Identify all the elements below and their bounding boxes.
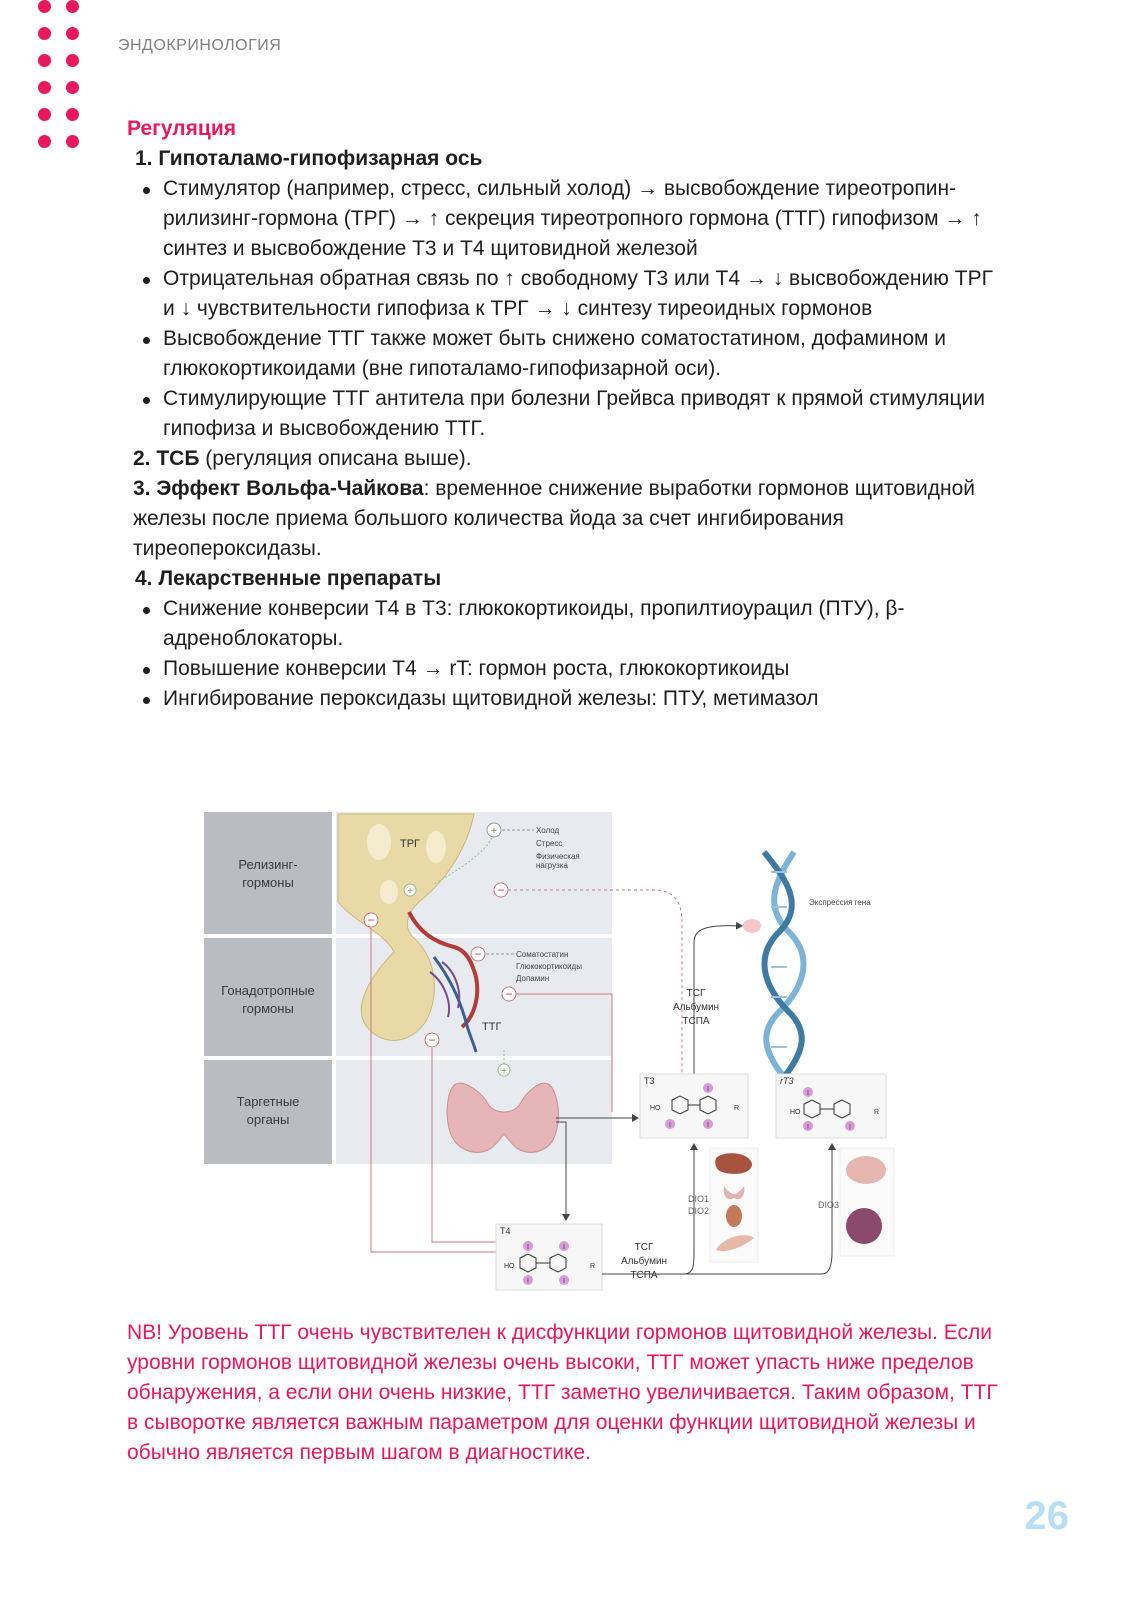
- list-item: Снижение конверсии Т4 в Т3: глюкокортикоиды, пропилтиоурацил (ПТУ), β-адреноблокаторы.: [163, 594, 1007, 654]
- ho-label: HO: [504, 1263, 515, 1270]
- ho-label: HO: [650, 1105, 661, 1112]
- placenta-icon: [846, 1208, 882, 1244]
- iodine-label: I: [849, 1124, 851, 1131]
- item3: [127, 474, 1007, 564]
- iodine-label: I: [527, 1278, 529, 1285]
- brain-icon: [846, 1156, 886, 1184]
- inhibitor-label: Допамин: [516, 974, 550, 983]
- section-heading: Регуляция: [127, 117, 236, 140]
- carrier-label: ТСПА: [630, 1270, 658, 1281]
- carrier-label: ТСГ: [686, 988, 706, 999]
- item4-list: [127, 594, 1007, 714]
- item1-list: [127, 174, 1007, 444]
- iodine-label: I: [527, 1244, 529, 1251]
- trg-label: ТРГ: [400, 838, 421, 850]
- row-label: органы: [246, 1112, 290, 1127]
- flow-arrow: [602, 1144, 694, 1274]
- carrier-label: ТСПА: [682, 1016, 710, 1027]
- item4-title: 4. Лекарственные препараты: [135, 567, 442, 590]
- iodine-label: I: [707, 1122, 709, 1129]
- plus-sign: +: [407, 886, 413, 897]
- list-item: Высвобождение ТТГ также может быть снижено соматостатином, дофамином и глюкокортикоидами (вне гипоталамо-гипофизарной оси).: [163, 324, 1007, 384]
- ho-label: HO: [790, 1109, 801, 1116]
- kidney-icon: [726, 1205, 742, 1227]
- plus-sign: +: [501, 1066, 507, 1077]
- list-item: Стимулятор (например, стресс, сильный холод) → высвобождение тиреотропин-рилизинг-гормона (ТРГ) → ↑ секреция тиреотропного гормона (ТТГ) гипофизом → ↑ синтез и высвобождение Т3 и Т4 щитовидной железой: [163, 174, 1007, 264]
- row-label: гормоны: [242, 875, 294, 890]
- t4-box: [496, 1224, 602, 1290]
- stimulus-label: Физическая: [536, 852, 580, 861]
- minus-sign: −: [428, 1033, 436, 1047]
- minus-sign: −: [367, 913, 375, 927]
- rt3-label: rT3: [780, 1076, 794, 1086]
- iodine-label: I: [707, 1086, 709, 1093]
- thyroid-regulation-diagram: [204, 812, 904, 1292]
- stimulus-label: Холод: [536, 826, 560, 835]
- r-label: R: [874, 1109, 880, 1116]
- item2-text: (регуляция описана выше).: [199, 447, 472, 470]
- neuron-shape: [426, 831, 446, 863]
- plus-sign: +: [490, 825, 498, 837]
- neuron-shape: [367, 824, 391, 860]
- row-label: Таргетные: [236, 1094, 300, 1109]
- item2: [127, 444, 1007, 474]
- dio-label: DIO2: [688, 1206, 710, 1216]
- row-label: Гонадотропные: [221, 983, 315, 998]
- carrier-label: Альбумин: [620, 1256, 668, 1267]
- r-label: R: [590, 1263, 596, 1270]
- dna-strand: [764, 852, 802, 1077]
- section-label: ЭНДОКРИНОЛОГИЯ: [118, 37, 282, 54]
- stimulus-label: Стресс: [536, 839, 563, 848]
- list-item: Отрицательная обратная связь по ↑ свободному Т3 или Т4 → ↓ высвобождению ТРГ и ↓ чувствительности гипофиза к ТРГ → ↓ синтезу тиреоидных гормонов: [163, 264, 1007, 324]
- row-label-bg: [204, 812, 332, 934]
- list-item: Повышение конверсии Т4 → rT: гормон роста, глюкокортикоиды: [163, 654, 1007, 684]
- item3-bold: 3. Эффект Вольфа-Чайкова: [133, 477, 424, 500]
- gene-expression-label: Экспрессия гена: [809, 898, 871, 907]
- stimulus-label: нагрузка: [536, 861, 568, 870]
- iodine-label: I: [563, 1244, 565, 1251]
- minus-sign: −: [505, 987, 513, 1001]
- inhibitor-label: Соматостатин: [516, 950, 569, 959]
- neuron-shape: [380, 880, 398, 904]
- list-item: Ингибирование пероксидазы щитовидной железы: ПТУ, метимазол: [163, 684, 1007, 714]
- page-number: 26: [1024, 1494, 1069, 1538]
- flow-arrow: [694, 926, 742, 1074]
- ttg-label: ТТГ: [482, 1021, 502, 1033]
- iodine-label: I: [563, 1278, 565, 1285]
- t3-label: Т3: [644, 1076, 655, 1086]
- main-content: [127, 114, 1007, 714]
- row-label: гормоны: [242, 1001, 294, 1016]
- list-item: Стимулирующие ТТГ антитела при болезни Грейвса приводят к прямой стимуляции гипофиза и высвобождению ТТГ.: [163, 384, 1007, 444]
- item2-bold: 2. ТСБ: [133, 447, 200, 470]
- receptor-shape: [743, 919, 761, 933]
- minus-sign: −: [497, 883, 505, 897]
- inhibitor-label: Глюкокортикоиды: [516, 962, 582, 971]
- iodine-label: I: [669, 1122, 671, 1129]
- dio-label: DIO1: [688, 1194, 710, 1204]
- r-label: R: [734, 1105, 740, 1112]
- t4-label: T4: [500, 1226, 511, 1236]
- minus-sign: −: [474, 947, 482, 961]
- item3-text: : временное снижение выработки гормонов щитовидной железы после приема большого количества йода за счет ингибирования тиреопероксидазы.: [133, 477, 976, 560]
- dio-label: DIO3: [818, 1200, 840, 1210]
- iodine-label: I: [807, 1090, 809, 1097]
- nb-note: NB! Уровень ТТГ очень чувствителен к дисфункции гормонов щитовидной железы. Если уровни гормонов щитовидной железы очень высоки, ТТГ может упасть ниже пределов обнаружения, а если они очень низкие, ТТГ заметно увеличивается. Таким образом, ТТГ в сыворотке является важным параметром для оценки функции щитовидной железы и обычно является первым шагом в диагностике.: [127, 1321, 998, 1464]
- carrier-label: ТСГ: [634, 1242, 654, 1253]
- row-label: Релизинг-: [238, 857, 298, 872]
- iodine-label: I: [807, 1124, 809, 1131]
- item1-title: 1. Гипоталамо-гипофизарная ось: [135, 147, 483, 170]
- carrier-label: Альбумин: [672, 1002, 720, 1013]
- decorative-dots: [38, 0, 98, 160]
